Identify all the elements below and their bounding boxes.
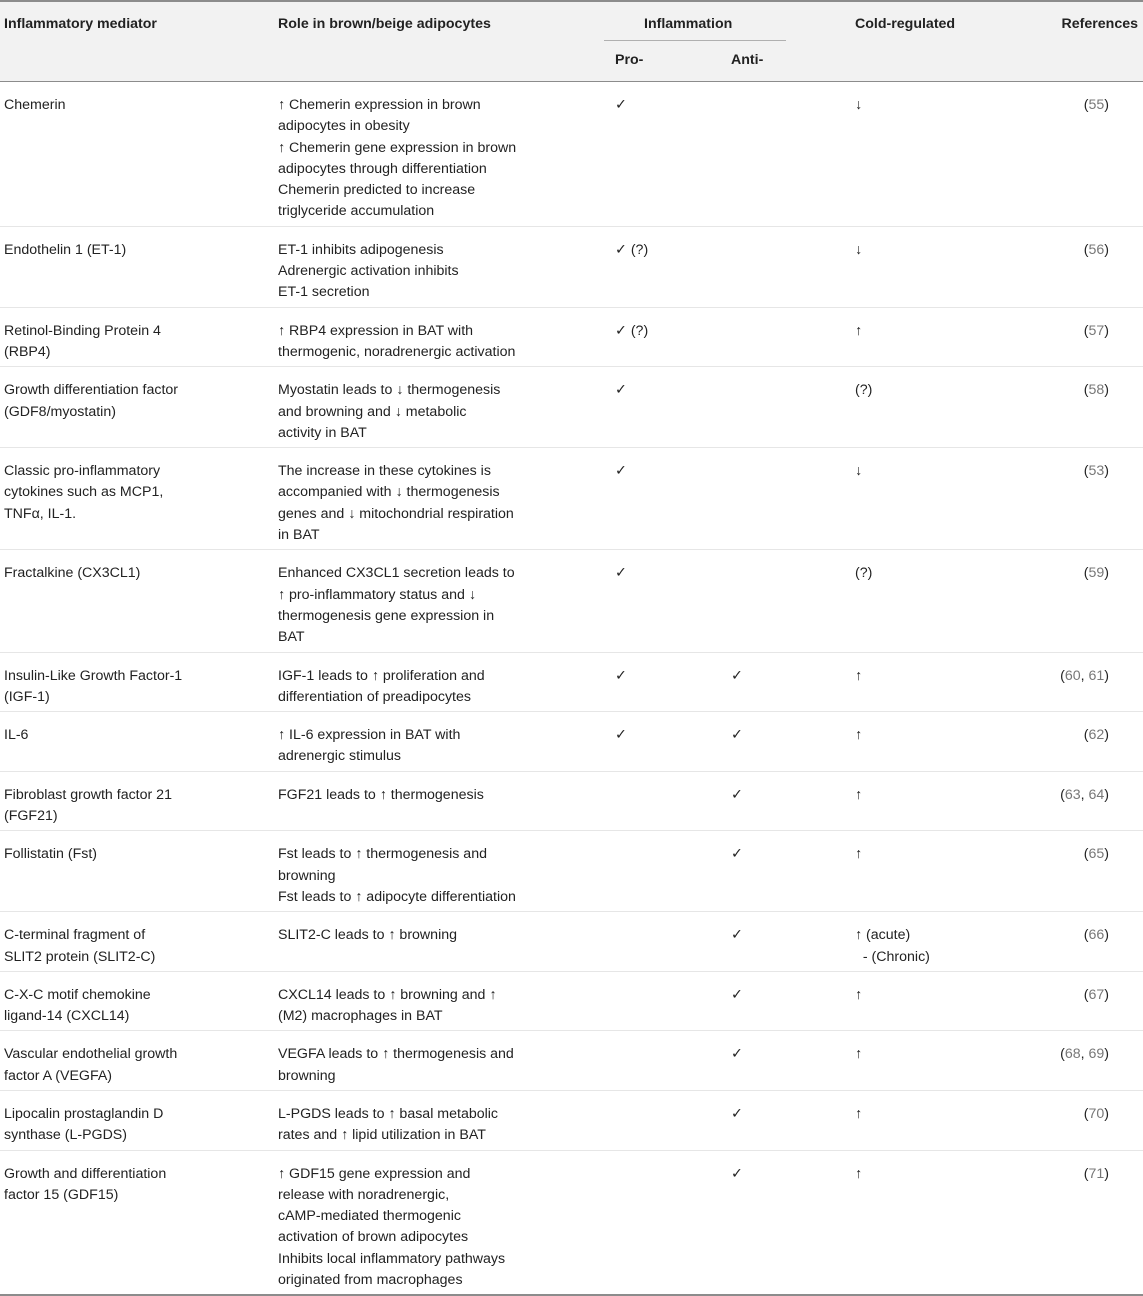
mediator-line: Fractalkine (CX3CL1)	[4, 565, 141, 582]
role-line: rates and ↑ lipid utilization in BAT	[278, 1127, 486, 1144]
table-header	[0, 0, 1143, 82]
table-row	[0, 772, 1143, 832]
mediator-line: Endothelin 1 (ET-1)	[4, 241, 127, 258]
role-line: Fst leads to ↑ adipocyte differentiation	[278, 888, 516, 905]
paren: (	[1060, 1046, 1065, 1063]
mediator-cell	[4, 925, 274, 968]
role-cell	[278, 240, 540, 304]
table-row	[0, 227, 1143, 308]
mediator-cell	[4, 785, 274, 828]
cold-regulated-cell	[855, 985, 975, 1006]
role-line: thermogenesis gene expression in	[278, 607, 495, 624]
reference-cell	[1084, 844, 1109, 865]
table-row	[0, 912, 1143, 972]
reference-cell	[1084, 1104, 1109, 1125]
mediator-line: factor A (VEGFA)	[4, 1067, 113, 1084]
reference-link[interactable]: 60	[1064, 667, 1081, 684]
header-anti: Anti-	[731, 52, 764, 68]
cold-regulated-value: ↑	[855, 986, 863, 1003]
inflammation-divider	[604, 40, 786, 41]
role-cell	[278, 725, 540, 768]
reference-link[interactable]: 55	[1088, 97, 1105, 113]
role-line: and browning and ↓ metabolic	[278, 403, 467, 420]
reference-link[interactable]: 71	[1088, 1165, 1105, 1182]
cold-regulated-value: ↑	[855, 846, 863, 863]
mediator-line: Growth and differentiation	[4, 1165, 167, 1182]
paren: )	[1104, 927, 1109, 944]
role-cell	[278, 461, 540, 546]
reference-link[interactable]: 62	[1088, 727, 1105, 744]
pro-inflammation-mark: ✓	[615, 463, 627, 480]
role-line: L-PGDS leads to ↑ basal metabolic	[278, 1106, 499, 1122]
paren: )	[1104, 463, 1109, 480]
role-line: ↑ IL-6 expression in BAT with	[278, 727, 461, 744]
pro-inflammation-mark: ✓	[615, 382, 627, 399]
role-line: ET-1 inhibits adipogenesis	[278, 241, 444, 258]
role-line: SLIT2-C leads to ↑ browning	[278, 927, 458, 944]
paren: )	[1104, 97, 1109, 113]
mediator-cell	[4, 1044, 274, 1087]
reference-link[interactable]: 68	[1064, 1046, 1081, 1063]
role-line: browning	[278, 1067, 336, 1084]
reference-link[interactable]: 65	[1088, 846, 1105, 863]
header-mediator: Inflammatory mediator	[4, 16, 157, 32]
table-body	[0, 82, 1143, 1296]
mediator-line: Lipocalin prostaglandin D	[4, 1106, 164, 1122]
mediator-cell	[4, 725, 274, 746]
role-line: ↑ GDF15 gene expression and	[278, 1165, 471, 1182]
role-line: (M2) macrophages in BAT	[278, 1008, 443, 1025]
mediator-line: Classic pro-inflammatory	[4, 463, 161, 480]
pro-inflammation-mark: ✓	[615, 727, 627, 744]
cold-regulated-cell	[855, 563, 975, 584]
mediator-cell	[4, 321, 274, 364]
mediator-line: Retinol-Binding Protein 4	[4, 322, 161, 339]
mediator-line: Chemerin	[4, 97, 66, 113]
mediator-line: Insulin-Like Growth Factor-1	[4, 667, 183, 684]
role-cell	[278, 563, 540, 648]
role-line: adipocytes through differentiation	[278, 160, 487, 177]
reference-cell	[1084, 321, 1109, 342]
reference-cell	[1084, 240, 1109, 261]
paren: (	[1060, 786, 1065, 803]
role-cell	[278, 1104, 540, 1147]
table-row	[0, 308, 1143, 368]
role-line: CXCL14 leads to ↑ browning and ↑	[278, 986, 497, 1003]
role-line: BAT	[278, 629, 305, 646]
mediator-line: factor 15 (GDF15)	[4, 1186, 119, 1203]
mediator-line: SLIT2 protein (SLIT2-C)	[4, 948, 156, 965]
role-line: Inhibits local inflammatory pathways	[278, 1250, 506, 1267]
paren: (	[1083, 727, 1089, 744]
table-row	[0, 1091, 1143, 1151]
paren: (	[1060, 667, 1065, 684]
paren: )	[1104, 786, 1109, 803]
paren: (	[1083, 1165, 1089, 1182]
role-line: adrenergic stimulus	[278, 748, 402, 765]
reference-cell	[1060, 666, 1109, 687]
table-row	[0, 82, 1143, 227]
reference-cell	[1084, 725, 1109, 746]
cold-regulated-cell	[855, 666, 975, 687]
cold-regulated-value: ↑ (acute)	[855, 927, 911, 944]
anti-inflammation-mark: ✓	[731, 1106, 743, 1122]
separator: ,	[1080, 1046, 1089, 1063]
mediator-line: IL-6	[4, 727, 29, 744]
role-line: The increase in these cytokines is	[278, 463, 491, 480]
cold-regulated-cell	[855, 844, 975, 865]
role-line: IGF-1 leads to ↑ proliferation and	[278, 667, 485, 684]
reference-link[interactable]: 59	[1088, 565, 1105, 582]
anti-inflammation-mark: ✓	[731, 786, 743, 803]
pro-inflammation-mark: ✓ (?)	[615, 241, 649, 258]
reference-cell	[1084, 95, 1109, 116]
paren: )	[1104, 565, 1109, 582]
mediator-line: Follistatin (Fst)	[4, 846, 98, 863]
role-line: browning	[278, 867, 336, 884]
mediator-line: Fibroblast growth factor 21	[4, 786, 172, 803]
role-cell	[278, 785, 540, 806]
cold-regulated-value: (?)	[855, 382, 873, 399]
cold-regulated-cell	[855, 95, 975, 116]
role-line: adipocytes in obesity	[278, 118, 410, 135]
cold-regulated-cell	[855, 725, 975, 746]
mediator-cell	[4, 461, 274, 525]
reference-cell	[1084, 985, 1109, 1006]
reference-link[interactable]: 63	[1064, 786, 1081, 803]
reference-cell	[1060, 1044, 1109, 1065]
role-line: Myostatin leads to ↓ thermogenesis	[278, 382, 501, 399]
cold-regulated-cell	[855, 380, 975, 401]
table-row	[0, 367, 1143, 448]
paren: (	[1083, 986, 1089, 1003]
paren: )	[1104, 322, 1109, 339]
mediator-cell	[4, 240, 274, 261]
paren: (	[1083, 565, 1089, 582]
role-line: Enhanced CX3CL1 secretion leads to	[278, 565, 515, 582]
anti-inflammation-mark: ✓	[731, 727, 743, 744]
role-line: FGF21 leads to ↑ thermogenesis	[278, 786, 484, 803]
mediator-line: TNFα, IL-1.	[4, 505, 77, 522]
mediator-line: ligand-14 (CXCL14)	[4, 1008, 130, 1025]
mediator-cell	[4, 1104, 274, 1147]
mediator-line: synthase (L-PGDS)	[4, 1127, 127, 1144]
reference-cell	[1060, 785, 1109, 806]
mediator-line: (IGF-1)	[4, 688, 50, 705]
paren: (	[1083, 382, 1089, 399]
paren: )	[1104, 727, 1109, 744]
cold-regulated-value: ↑	[855, 1165, 863, 1182]
paren: (	[1083, 846, 1089, 863]
paren: )	[1104, 1165, 1109, 1182]
role-cell	[278, 1164, 540, 1292]
reference-link[interactable]: 67	[1088, 986, 1105, 1003]
mediator-cell	[4, 95, 274, 116]
mediator-line: (FGF21)	[4, 808, 58, 825]
reference-link[interactable]: 58	[1088, 382, 1105, 399]
header-pro: Pro-	[615, 52, 644, 68]
role-cell	[278, 844, 540, 908]
separator: ,	[1080, 667, 1089, 684]
pro-inflammation-mark: ✓ (?)	[615, 322, 649, 339]
mediator-cell	[4, 380, 274, 423]
cold-regulated-cell	[855, 321, 975, 342]
paren: (	[1083, 463, 1089, 480]
role-line: originated from macrophages	[278, 1272, 463, 1289]
cold-regulated-value: ↑	[855, 1106, 863, 1122]
paren: )	[1104, 1046, 1109, 1063]
role-line: Chemerin predicted to increase	[278, 182, 476, 199]
reference-cell	[1084, 925, 1109, 946]
header-references: References	[1061, 16, 1138, 32]
anti-inflammation-mark: ✓	[731, 1165, 743, 1182]
table-row	[0, 653, 1143, 713]
reference-cell	[1084, 563, 1109, 584]
role-cell	[278, 1044, 540, 1087]
paren: )	[1104, 846, 1109, 863]
cold-regulated-value: ↑	[855, 786, 863, 803]
mediator-line: Vascular endothelial growth	[4, 1046, 178, 1063]
cold-regulated-value: - (Chronic)	[855, 948, 930, 965]
role-line: differentiation of preadipocytes	[278, 688, 471, 705]
separator: ,	[1080, 786, 1089, 803]
mediator-cell	[4, 844, 274, 865]
header-role: Role in brown/beige adipocytes	[278, 16, 491, 32]
role-line: ↑ RBP4 expression in BAT with	[278, 322, 474, 339]
mediator-line: (RBP4)	[4, 343, 51, 360]
role-cell	[278, 666, 540, 709]
paren: (	[1083, 927, 1089, 944]
anti-inflammation-mark: ✓	[731, 846, 743, 863]
role-line: accompanied with ↓ thermogenesis	[278, 484, 500, 501]
role-line: VEGFA leads to ↑ thermogenesis and	[278, 1046, 514, 1063]
cold-regulated-cell	[855, 1044, 975, 1065]
role-line: Fst leads to ↑ thermogenesis and	[278, 846, 487, 863]
mediator-line: C-X-C motif chemokine	[4, 986, 151, 1003]
anti-inflammation-mark: ✓	[731, 986, 743, 1003]
cold-regulated-value: ↓	[855, 241, 863, 258]
paren: (	[1083, 97, 1089, 113]
mediator-line: C-terminal fragment of	[4, 927, 146, 944]
reference-link[interactable]: 66	[1088, 927, 1105, 944]
role-line: cAMP-mediated thermogenic	[278, 1208, 461, 1225]
pro-inflammation-mark: ✓	[615, 97, 627, 113]
pro-inflammation-mark: ✓	[615, 565, 627, 582]
role-line: activity in BAT	[278, 424, 367, 441]
mediator-cell	[4, 1164, 274, 1207]
mediator-line: cytokines such as MCP1,	[4, 484, 164, 501]
mediator-line: Growth differentiation factor	[4, 382, 179, 399]
cold-regulated-value: (?)	[855, 565, 873, 582]
reference-link[interactable]: 64	[1088, 786, 1105, 803]
cold-regulated-value: ↑	[855, 667, 863, 684]
role-line: ↑ Chemerin expression in brown	[278, 97, 481, 113]
table-row	[0, 550, 1143, 652]
mediator-line: (GDF8/myostatin)	[4, 403, 116, 420]
mediator-cell	[4, 563, 274, 584]
cold-regulated-cell	[855, 785, 975, 806]
role-line: ↑ pro-inflammatory status and ↓	[278, 586, 476, 603]
header-inflammation: Inflammation	[644, 16, 733, 32]
reference-link[interactable]: 57	[1088, 322, 1105, 339]
cold-regulated-value: ↓	[855, 463, 863, 480]
header-cold: Cold-regulated	[855, 16, 956, 32]
anti-inflammation-mark: ✓	[731, 1046, 743, 1063]
reference-link[interactable]: 61	[1088, 667, 1105, 684]
reference-link[interactable]: 70	[1088, 1106, 1105, 1122]
role-line: triglyceride accumulation	[278, 203, 435, 220]
paren: (	[1083, 322, 1089, 339]
pro-inflammation-mark: ✓	[615, 667, 627, 684]
table-row	[0, 1031, 1143, 1091]
table-row	[0, 972, 1143, 1032]
reference-link[interactable]: 53	[1088, 463, 1105, 480]
paren: )	[1104, 241, 1109, 258]
paren: )	[1104, 667, 1109, 684]
role-cell	[278, 95, 540, 223]
cold-regulated-value: ↓	[855, 97, 863, 113]
cold-regulated-value: ↑	[855, 1046, 863, 1063]
cold-regulated-cell	[855, 1164, 975, 1185]
role-cell	[278, 321, 540, 364]
cold-regulated-value: ↑	[855, 727, 863, 744]
mediator-cell	[4, 985, 274, 1028]
anti-inflammation-mark: ✓	[731, 667, 743, 684]
role-line: release with noradrenergic,	[278, 1186, 450, 1203]
paren: (	[1083, 1106, 1089, 1122]
reference-cell	[1084, 380, 1109, 401]
role-cell	[278, 925, 540, 946]
table-row	[0, 831, 1143, 912]
paren: (	[1083, 241, 1089, 258]
reference-link[interactable]: 69	[1088, 1046, 1105, 1063]
role-line: activation of brown adipocytes	[278, 1229, 469, 1246]
cold-regulated-cell	[855, 1104, 975, 1125]
cold-regulated-cell	[855, 240, 975, 261]
role-line: in BAT	[278, 527, 320, 544]
paren: )	[1104, 382, 1109, 399]
anti-inflammation-mark: ✓	[731, 927, 743, 944]
role-line: ↑ Chemerin gene expression in brown	[278, 139, 517, 156]
role-line: ET-1 secretion	[278, 284, 370, 301]
mediator-cell	[4, 666, 274, 709]
role-cell	[278, 985, 540, 1028]
paren: )	[1104, 1106, 1109, 1122]
role-cell	[278, 380, 540, 444]
cold-regulated-value: ↑	[855, 322, 863, 339]
role-line: Adrenergic activation inhibits	[278, 263, 459, 280]
paren: )	[1104, 986, 1109, 1003]
reference-link[interactable]: 56	[1088, 241, 1105, 258]
role-line: thermogenic, noradrenergic activation	[278, 343, 516, 360]
reference-cell	[1084, 1164, 1109, 1185]
role-line: genes and ↓ mitochondrial respiration	[278, 505, 514, 522]
table-row	[0, 1151, 1143, 1296]
reference-cell	[1084, 461, 1109, 482]
table-row	[0, 712, 1143, 772]
cold-regulated-cell	[855, 925, 975, 968]
table-row	[0, 448, 1143, 550]
cold-regulated-cell	[855, 461, 975, 482]
